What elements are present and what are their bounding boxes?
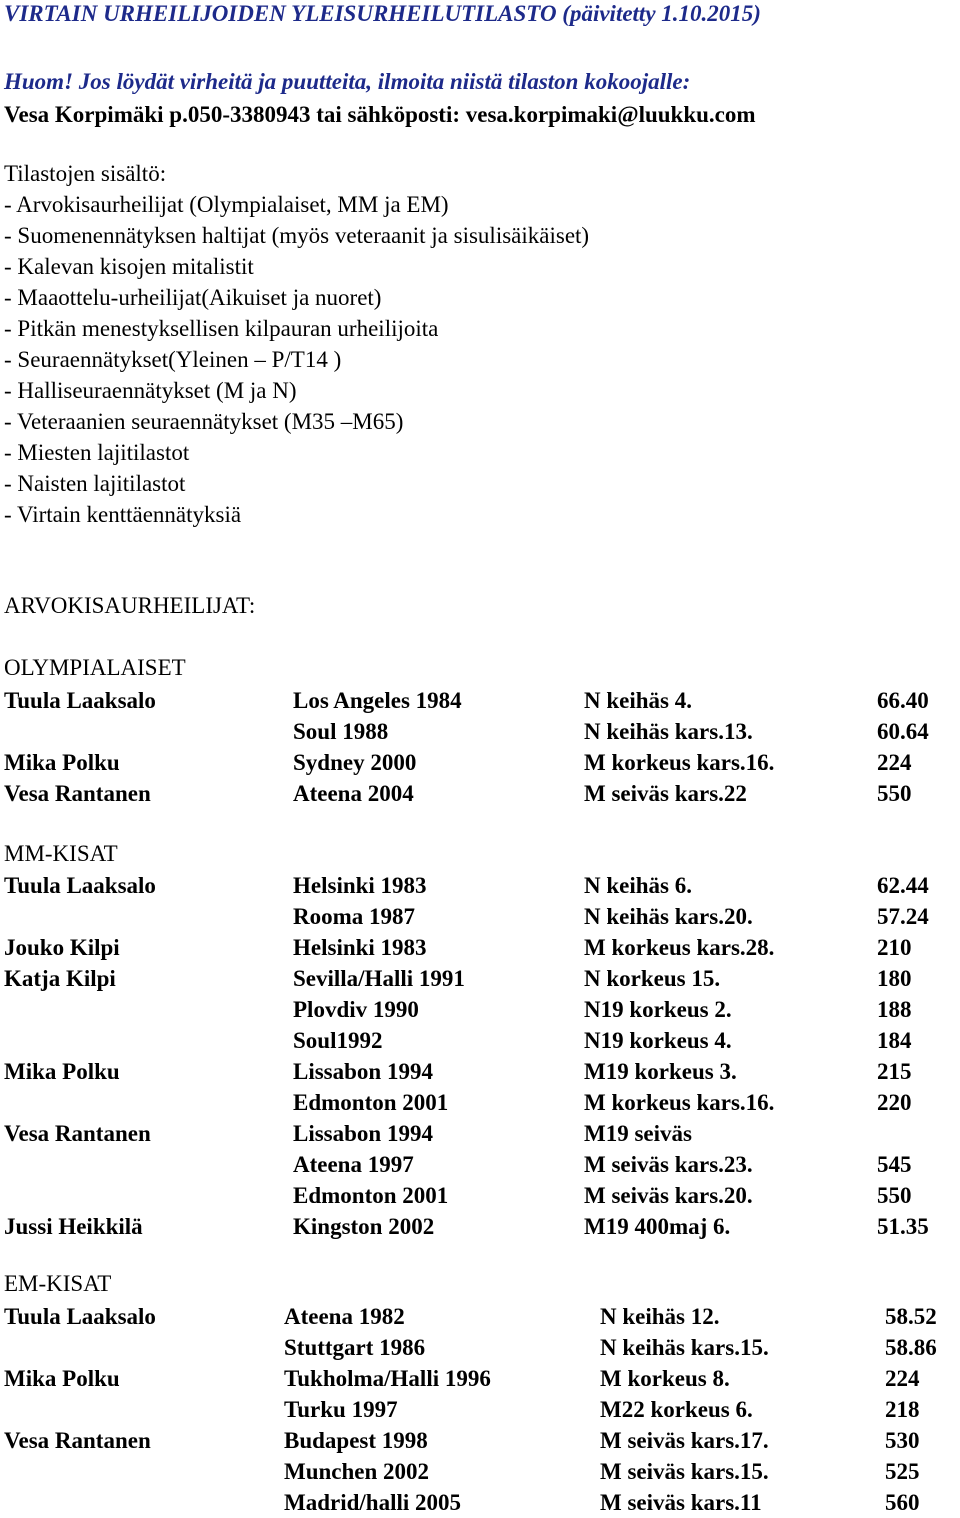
- athlete-name: Katja Kilpi: [4, 966, 116, 991]
- result-value: 58.52: [885, 1304, 937, 1329]
- result-row: [0, 1302, 960, 1332]
- event-placement: M22 korkeus 6.: [600, 1397, 753, 1422]
- athlete-name: Tuula Laaksalo: [4, 688, 156, 713]
- contents-item: - Arvokisaurheilijat (Olympialaiset, MM ja EM): [4, 192, 449, 217]
- result-row: [0, 779, 960, 809]
- result-value: 58.86: [885, 1335, 937, 1360]
- european-championships-heading: EM-KISAT: [4, 1271, 112, 1296]
- contents-item: - Kalevan kisojen mitalistit: [4, 254, 254, 279]
- result-row: [0, 964, 960, 994]
- competition-venue: Stuttgart 1986: [284, 1335, 426, 1360]
- event-placement: N korkeus 15.: [584, 966, 721, 991]
- competition-venue: Ateena 1982: [284, 1304, 405, 1329]
- athlete-name: Jussi Heikkilä: [4, 1214, 143, 1239]
- competition-venue: Ateena 1997: [293, 1152, 414, 1177]
- competition-venue: Lissabon 1994: [293, 1059, 433, 1084]
- result-value: 224: [877, 750, 912, 775]
- event-placement: N19 korkeus 2.: [584, 997, 732, 1022]
- result-value: 530: [885, 1428, 920, 1453]
- event-placement: M seiväs kars.11: [600, 1490, 762, 1515]
- result-value: 220: [877, 1090, 912, 1115]
- result-row: [0, 1088, 960, 1118]
- event-placement: N keihäs kars.13.: [584, 719, 753, 744]
- athlete-name: Vesa Rantanen: [4, 1428, 151, 1453]
- result-row: [0, 1057, 960, 1087]
- event-placement: N keihäs 6.: [584, 873, 692, 898]
- result-value: 550: [877, 781, 912, 806]
- result-value: 560: [885, 1490, 920, 1515]
- result-value: 180: [877, 966, 912, 991]
- event-placement: M korkeus kars.16.: [584, 1090, 775, 1115]
- contact-line: Vesa Korpimäki p.050-3380943 tai sähköposti: vesa.korpimaki@luukku.com: [4, 102, 756, 127]
- event-placement: N keihäs kars.20.: [584, 904, 753, 929]
- athlete-name: Tuula Laaksalo: [4, 1304, 156, 1329]
- result-value: 218: [885, 1397, 920, 1422]
- notice-text: Huom! Jos löydät virheitä ja puutteita, ilmoita niistä tilaston kokoojalle:: [4, 69, 691, 94]
- event-placement: N keihäs kars.15.: [600, 1335, 769, 1360]
- athlete-name: Mika Polku: [4, 750, 120, 775]
- result-row: [0, 686, 960, 716]
- athlete-name: Mika Polku: [4, 1059, 120, 1084]
- result-value: 57.24: [877, 904, 929, 929]
- result-row: [0, 1119, 960, 1149]
- result-row: [0, 1181, 960, 1211]
- competition-venue: Budapest 1998: [284, 1428, 428, 1453]
- contents-item: - Veteraanien seuraennätykset (M35 –M65): [4, 409, 404, 434]
- result-value: 550: [877, 1183, 912, 1208]
- competition-venue: Kingston 2002: [293, 1214, 435, 1239]
- result-value: 525: [885, 1459, 920, 1484]
- contents-item: - Miesten lajitilastot: [4, 440, 190, 465]
- event-placement: M korkeus kars.28.: [584, 935, 775, 960]
- result-row: [0, 1457, 960, 1487]
- result-row: [0, 1333, 960, 1363]
- competition-venue: Lissabon 1994: [293, 1121, 433, 1146]
- result-row: [0, 1488, 960, 1518]
- result-value: 224: [885, 1366, 920, 1391]
- competition-venue: Sevilla/Halli 1991: [293, 966, 465, 991]
- competition-venue: Rooma 1987: [293, 904, 416, 929]
- result-value: 184: [877, 1028, 912, 1053]
- result-row: [0, 1395, 960, 1425]
- result-row: [0, 1026, 960, 1056]
- result-row: [0, 902, 960, 932]
- event-placement: M19 korkeus 3.: [584, 1059, 737, 1084]
- athlete-name: Vesa Rantanen: [4, 1121, 151, 1146]
- result-row: [0, 717, 960, 747]
- event-placement: M seiväs kars.15.: [600, 1459, 769, 1484]
- result-value: 210: [877, 935, 912, 960]
- competition-venue: Tukholma/Halli 1996: [284, 1366, 491, 1391]
- athlete-name: Mika Polku: [4, 1366, 120, 1391]
- contents-item: - Seuraennätykset(Yleinen – P/T14 ): [4, 347, 342, 372]
- contents-item: - Naisten lajitilastot: [4, 471, 186, 496]
- result-value: 215: [877, 1059, 912, 1084]
- competition-venue: Helsinki 1983: [293, 873, 427, 898]
- competition-venue: Plovdiv 1990: [293, 997, 419, 1022]
- contents-item: - Halliseuraennätykset (M ja N): [4, 378, 297, 403]
- result-value: 188: [877, 997, 912, 1022]
- result-row: [0, 1426, 960, 1456]
- result-row: [0, 871, 960, 901]
- event-placement: M seiväs kars.22: [584, 781, 747, 806]
- competition-venue: Munchen 2002: [284, 1459, 430, 1484]
- result-value: 51.35: [877, 1214, 929, 1239]
- result-row: [0, 1150, 960, 1180]
- competition-venue: Soul1992: [293, 1028, 383, 1053]
- athlete-name: Tuula Laaksalo: [4, 873, 156, 898]
- result-value: 60.64: [877, 719, 929, 744]
- competition-venue: Helsinki 1983: [293, 935, 427, 960]
- result-row: [0, 1364, 960, 1394]
- event-placement: N keihäs 12.: [600, 1304, 720, 1329]
- competition-venue: Edmonton 2001: [293, 1183, 449, 1208]
- result-row: [0, 995, 960, 1025]
- event-placement: N keihäs 4.: [584, 688, 692, 713]
- athlete-name: Vesa Rantanen: [4, 781, 151, 806]
- competition-venue: Edmonton 2001: [293, 1090, 449, 1115]
- athlete-name: Jouko Kilpi: [4, 935, 120, 960]
- event-placement: M seiväs kars.17.: [600, 1428, 769, 1453]
- contents-item: - Virtain kenttäennätyksiä: [4, 502, 242, 527]
- result-row: [0, 748, 960, 778]
- competition-venue: Madrid/halli 2005: [284, 1490, 461, 1515]
- contents-item: - Suomenennätyksen haltijat (myös veteraanit ja sisulisäikäiset): [4, 223, 590, 248]
- section-heading: ARVOKISAURHEILIJAT:: [4, 593, 256, 618]
- result-row: [0, 1212, 960, 1242]
- competition-venue: Soul 1988: [293, 719, 389, 744]
- result-row: [0, 933, 960, 963]
- event-placement: M seiväs kars.23.: [584, 1152, 753, 1177]
- contents-item: - Maaottelu-urheilijat(Aikuiset ja nuoret): [4, 285, 382, 310]
- competition-venue: Ateena 2004: [293, 781, 414, 806]
- event-placement: M korkeus 8.: [600, 1366, 730, 1391]
- contents-title: Tilastojen sisältö:: [4, 161, 167, 186]
- competition-venue: Turku 1997: [284, 1397, 398, 1422]
- event-placement: M19 400maj 6.: [584, 1214, 731, 1239]
- event-placement: M seiväs kars.20.: [584, 1183, 753, 1208]
- document-title: VIRTAIN URHEILIJOIDEN YLEISURHEILUTILASTO (päivitetty 1.10.2015): [4, 1, 761, 26]
- event-placement: M korkeus kars.16.: [584, 750, 775, 775]
- olympics-heading: OLYMPIALAISET: [4, 655, 186, 680]
- result-value: 545: [877, 1152, 912, 1177]
- event-placement: M19 seiväs: [584, 1121, 692, 1146]
- competition-venue: Los Angeles 1984: [293, 688, 462, 713]
- result-value: 62.44: [877, 873, 929, 898]
- competition-venue: Sydney 2000: [293, 750, 417, 775]
- contents-item: - Pitkän menestyksellisen kilpauran urheilijoita: [4, 316, 439, 341]
- result-value: 66.40: [877, 688, 929, 713]
- world-championships-heading: MM-KISAT: [4, 841, 118, 866]
- event-placement: N19 korkeus 4.: [584, 1028, 732, 1053]
